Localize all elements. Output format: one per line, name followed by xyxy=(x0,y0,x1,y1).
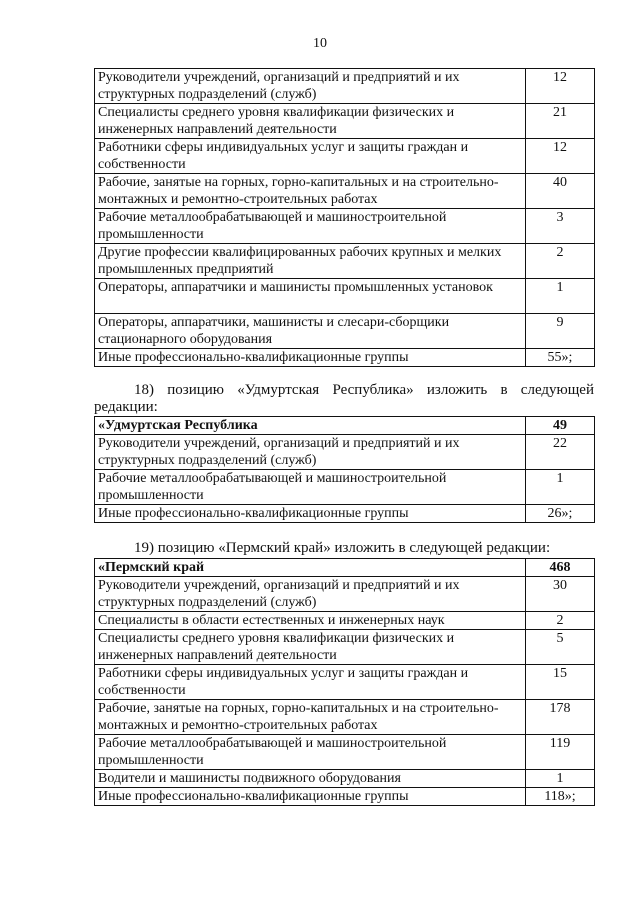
table-row xyxy=(95,630,595,665)
table-row xyxy=(95,349,595,367)
occupation-value: 119 xyxy=(526,735,595,770)
occupation-value: 1 xyxy=(526,770,595,788)
occupation-value: 22 xyxy=(526,435,595,470)
occupation-name: Операторы, аппаратчики и машинисты промышленных установок xyxy=(95,279,526,314)
occupation-value: 2 xyxy=(526,244,595,279)
occupation-value: 21 xyxy=(526,104,595,139)
occupation-name: Другие профессии квалифицированных рабочих крупных и мелких промышленных предприятий xyxy=(95,244,526,279)
occupation-name: Рабочие металлообрабатывающей и машиностроительной промышленности xyxy=(95,470,526,505)
table-row xyxy=(95,577,595,612)
occupation-name: Руководители учреждений, организаций и предприятий и их структурных подразделений (служб) xyxy=(95,69,526,104)
udmurt-republic-table xyxy=(94,416,595,523)
occupation-name: Руководители учреждений, организаций и предприятий и их структурных подразделений (служб) xyxy=(95,435,526,470)
occupation-name: Работники сферы индивидуальных услуг и защиты граждан и собственности xyxy=(95,665,526,700)
occupation-name: Специалисты в области естественных и инженерных наук xyxy=(95,612,526,630)
occupation-value: 178 xyxy=(526,700,595,735)
table-row xyxy=(95,69,595,104)
occupation-name: Рабочие, занятые на горных, горно-капитальных и на строительно-монтажных и ремонтно-строительных работах xyxy=(95,700,526,735)
table-row xyxy=(95,788,595,806)
occupation-name: Рабочие металлообрабатывающей и машиностроительной промышленности xyxy=(95,735,526,770)
table-header-row xyxy=(95,417,595,435)
occupation-name: Рабочие металлообрабатывающей и машиностроительной промышленности xyxy=(95,209,526,244)
section-18-text: 18) позицию «Удмуртская Республика» изложить в следующей xyxy=(134,382,594,398)
occupation-name: Операторы, аппаратчики, машинисты и слесари-сборщики стационарного оборудования xyxy=(95,314,526,349)
occupation-name: Руководители учреждений, организаций и предприятий и их структурных подразделений (служб) xyxy=(95,577,526,612)
table-row xyxy=(95,612,595,630)
occupation-value: 2 xyxy=(526,612,595,630)
table-row xyxy=(95,279,595,314)
occupation-value: 9 xyxy=(526,314,595,349)
region-total: 49 xyxy=(526,417,595,435)
table-row xyxy=(95,314,595,349)
section-18-text-continued: редакции: xyxy=(94,399,158,415)
table-row xyxy=(95,700,595,735)
table-row xyxy=(95,735,595,770)
page-number: 10 xyxy=(313,36,327,51)
table-row xyxy=(95,770,595,788)
occupation-value: 5 xyxy=(526,630,595,665)
occupation-name: Рабочие, занятые на горных, горно-капитальных и на строительно-монтажных и ремонтно-строительных работах xyxy=(95,174,526,209)
occupation-value: 3 xyxy=(526,209,595,244)
occupation-name: Иные профессионально-квалификационные группы xyxy=(95,505,526,523)
occupation-name: Водители и машинисты подвижного оборудования xyxy=(95,770,526,788)
occupation-value: 55»; xyxy=(526,349,595,367)
table-row xyxy=(95,104,595,139)
occupation-name: Иные профессионально-квалификационные группы xyxy=(95,788,526,806)
table-row xyxy=(95,665,595,700)
occupation-name: Специалисты среднего уровня квалификации физических и инженерных направлений деятельности xyxy=(95,630,526,665)
table-header-row xyxy=(95,559,595,577)
table-row xyxy=(95,244,595,279)
occupation-name: Специалисты среднего уровня квалификации физических и инженерных направлений деятельности xyxy=(95,104,526,139)
occupation-value: 30 xyxy=(526,577,595,612)
table-row xyxy=(95,435,595,470)
table-row xyxy=(95,139,595,174)
section-19-text: 19) позицию «Пермский край» изложить в следующей редакции: xyxy=(134,540,551,556)
occupation-value: 118»; xyxy=(526,788,595,806)
region-name: «Удмуртская Республика xyxy=(95,417,526,435)
occupation-name: Иные профессионально-квалификационные группы xyxy=(95,349,526,367)
occupation-name: Работники сферы индивидуальных услуг и защиты граждан и собственности xyxy=(95,139,526,174)
table-row xyxy=(95,174,595,209)
occupation-value: 1 xyxy=(526,279,595,314)
occupation-value: 40 xyxy=(526,174,595,209)
occupation-value: 12 xyxy=(526,69,595,104)
occupation-table-continued xyxy=(94,68,595,367)
perm-krai-table xyxy=(94,558,595,806)
occupation-value: 26»; xyxy=(526,505,595,523)
table-row xyxy=(95,505,595,523)
region-name: «Пермский край xyxy=(95,559,526,577)
occupation-value: 1 xyxy=(526,470,595,505)
region-total: 468 xyxy=(526,559,595,577)
table-row xyxy=(95,209,595,244)
occupation-value: 15 xyxy=(526,665,595,700)
table-row xyxy=(95,470,595,505)
occupation-value: 12 xyxy=(526,139,595,174)
